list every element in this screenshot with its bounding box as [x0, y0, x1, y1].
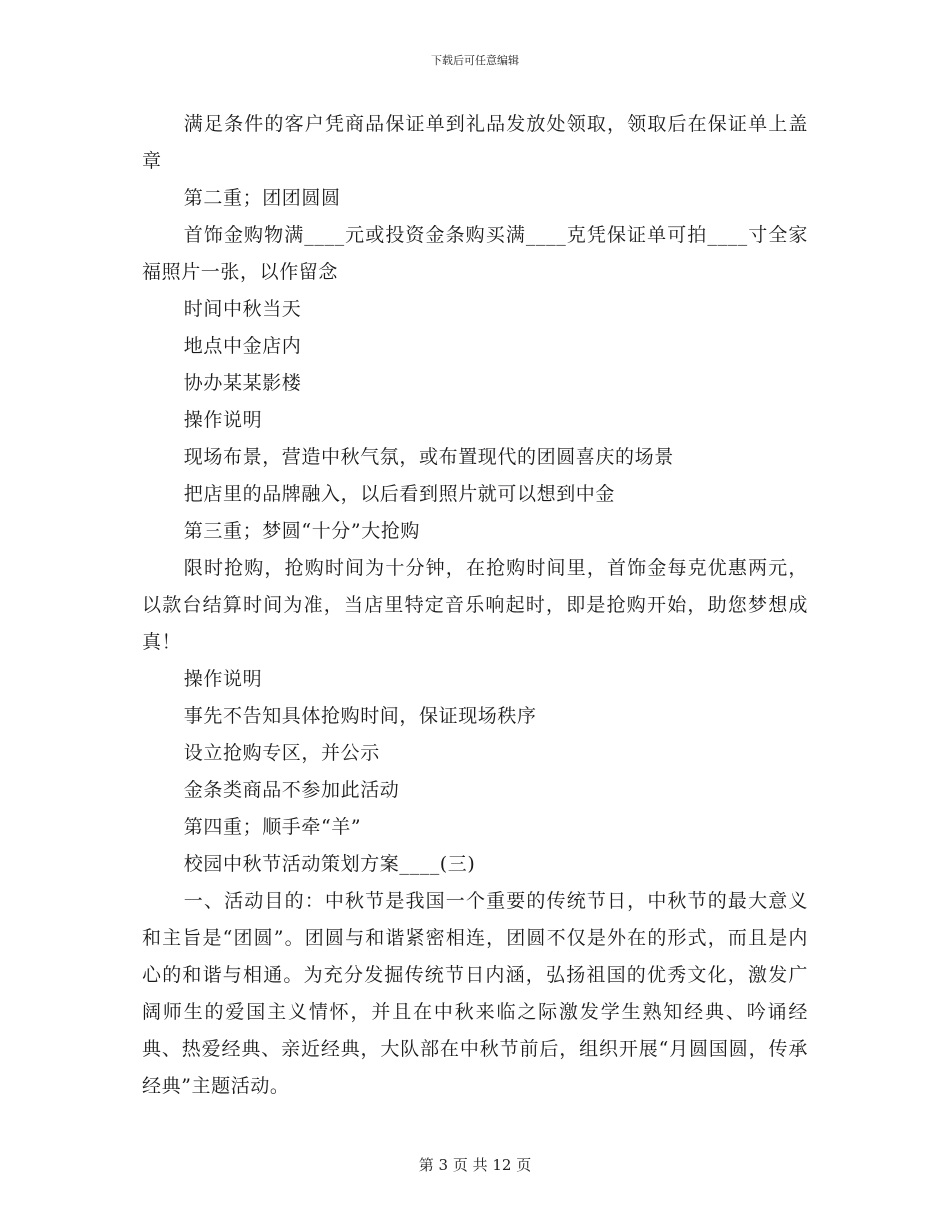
paragraph: 一、活动目的：中秋节是我国一个重要的传统节日，中秋节的最大意义和主旨是“团圆”。团圆与和谐紧密相连，团圆不仅是外在的形式，而且是内心的和谐与相通。为充分发掘传统节日内涵，弘扬祖国的优秀文化，激发广阔师生的爱国主义情怀，并且在中秋来临之际激发学生熟知经典、吟诵经典、热爱经典、亲近经典，大队部在中秋节前后，组织开展“月圆国圆，传承经典”主题活动。 — [142, 890, 808, 1097]
paragraph: 协办某某影楼 — [183, 372, 302, 394]
paragraph: 操作说明 — [183, 409, 263, 431]
paragraph: 金条类商品不参加此活动 — [183, 779, 400, 801]
paragraph: 首饰金购物满____元或投资金条购买满____克凭保证单可拍____寸全家福照片一张，以作留念 — [142, 224, 808, 283]
paragraph: 时间中秋当天 — [183, 298, 302, 320]
paragraph: 第三重；梦圆“十分”大抢购 — [183, 520, 421, 542]
paragraph: 满足条件的客户凭商品保证单到礼品发放处领取，领取后在保证单上盖章 — [142, 113, 808, 172]
paragraph: 地点中金店内 — [183, 335, 302, 357]
paragraph: 事先不告知具体抢购时间，保证现场秩序 — [183, 705, 537, 727]
document-body — [142, 106, 808, 1105]
paragraph: 第二重；团团圆圆 — [183, 187, 341, 209]
paragraph: 第四重；顺手牵“羊” — [183, 816, 362, 838]
paragraph: 校园中秋节活动策划方案____(三) — [183, 853, 476, 875]
page-header-note: 下载后可任意编辑 — [431, 54, 519, 67]
page-number: 第 3 页 共 12 页 — [418, 1156, 532, 1174]
paragraph: 限时抢购，抢购时间为十分钟，在抢购时间里，首饰金每克优惠两元，以款台结算时间为准，当店里特定音乐响起时，即是抢购开始，助您梦想成真！ — [142, 557, 808, 653]
paragraph: 设立抢购专区，并公示 — [183, 742, 380, 764]
paragraph: 操作说明 — [183, 668, 263, 690]
paragraph: 现场布景，营造中秋气氛，或布置现代的团圆喜庆的场景 — [183, 446, 674, 468]
paragraph: 把店里的品牌融入，以后看到照片就可以想到中金 — [183, 483, 615, 505]
